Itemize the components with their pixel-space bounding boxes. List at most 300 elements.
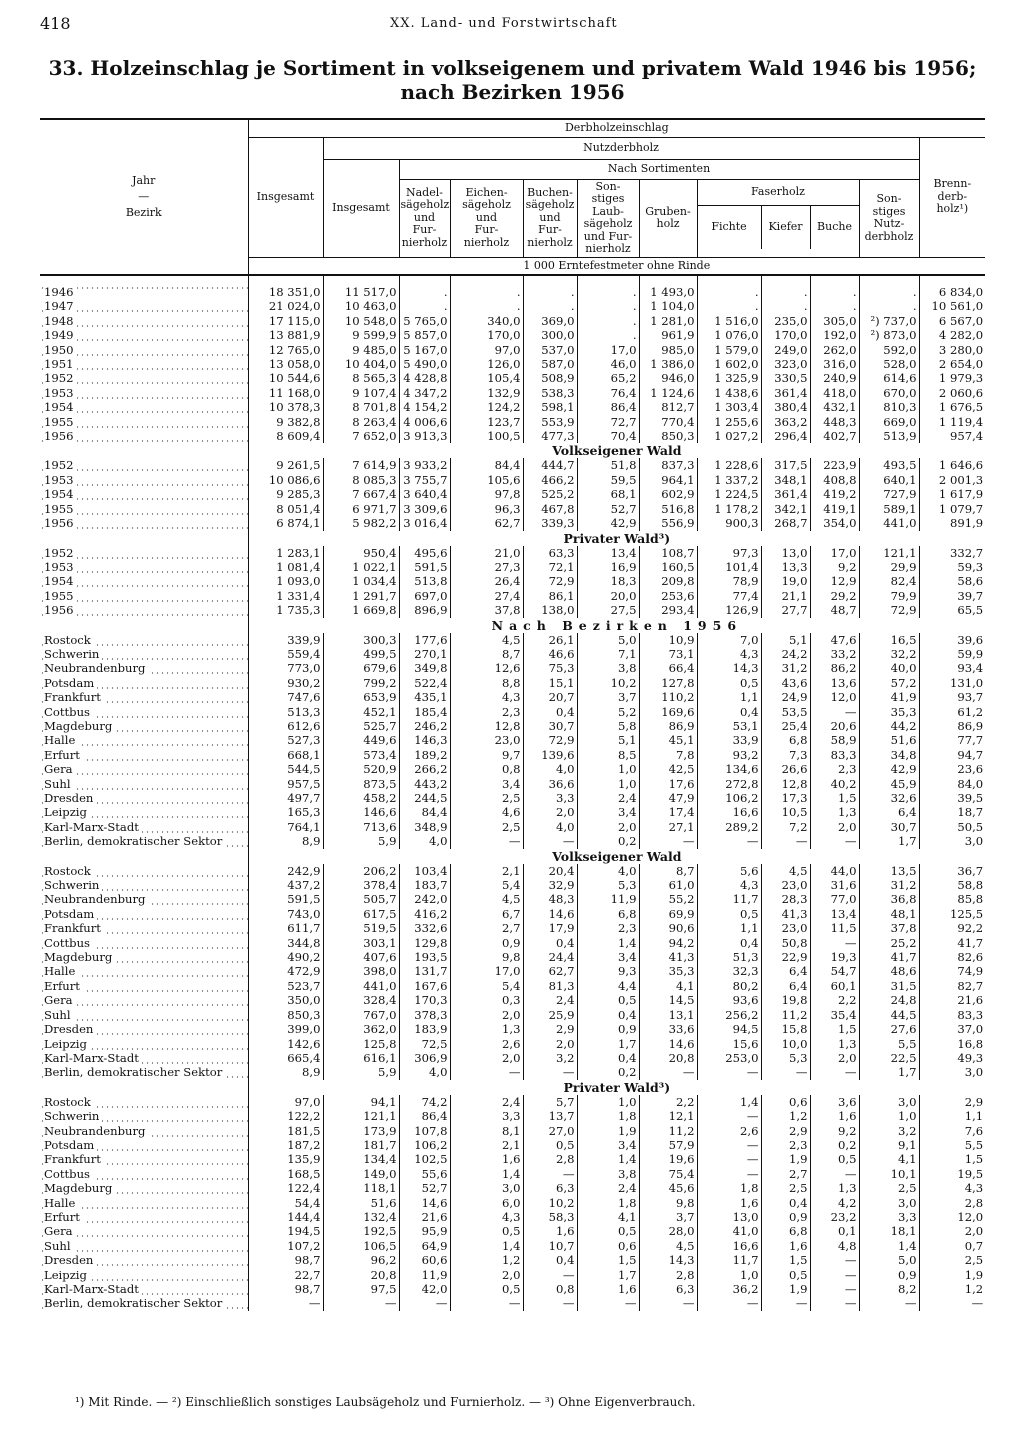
table-cell: 472,9	[248, 964, 323, 978]
table-cell: 83,3	[810, 748, 859, 762]
table-cell: 5,8	[577, 719, 639, 733]
row-label: Schwerin	[40, 1109, 248, 1123]
table-cell: 0,2	[577, 834, 639, 848]
table-cell: 13,3	[761, 560, 810, 574]
table-cell: 2,3	[761, 1138, 810, 1152]
row-label: Cottbus	[40, 1167, 248, 1181]
table-cell: 192,0	[810, 328, 859, 342]
table-cell: 183,9	[399, 1022, 450, 1036]
header-nutzderbholz: Nutzderbholz	[323, 137, 919, 159]
table-cell: 32,2	[859, 647, 919, 661]
table-cell: 3,3	[523, 791, 577, 805]
row-label: Neubrandenburg	[40, 1124, 248, 1138]
table-cell: 16,6	[697, 805, 761, 819]
table-cell: 1,2	[919, 1282, 985, 1296]
table-cell: 32,6	[859, 791, 919, 805]
table-cell: 45,1	[639, 733, 697, 747]
table-cell: 41,7	[919, 936, 985, 950]
table-cell: 168,5	[248, 1167, 323, 1181]
table-cell: .	[761, 299, 810, 313]
table-cell: 591,5	[248, 892, 323, 906]
table-cell: 2,3	[450, 705, 523, 719]
table-cell: 24,2	[761, 647, 810, 661]
table-cell: 93,2	[697, 748, 761, 762]
table-cell: 12,8	[761, 777, 810, 791]
row-label: Karl-Marx-Stadt	[40, 1282, 248, 1296]
table-cell: 29,2	[810, 589, 859, 603]
table-cell: 0,2	[810, 1138, 859, 1152]
table-cell: 2,8	[919, 1196, 985, 1210]
table-cell: 100,5	[450, 429, 523, 443]
table-cell: —	[697, 1109, 761, 1123]
row-label: 1950	[40, 343, 248, 357]
table-cell: 84,0	[919, 777, 985, 791]
table-cell: 8,9	[248, 834, 323, 848]
table-cell: 4,3	[450, 1210, 523, 1224]
table-cell: 767,0	[323, 1008, 399, 1022]
table-cell: 553,9	[523, 415, 577, 429]
table-cell: 3,4	[577, 805, 639, 819]
table-cell: 6 834,0	[919, 275, 985, 299]
header-jahr-bezirk: Jahr — Bezirk	[40, 119, 248, 275]
table-cell: 12,6	[450, 661, 523, 675]
table-cell: 6 567,0	[919, 314, 985, 328]
table-cell: 2,1	[450, 864, 523, 878]
table-cell: 896,9	[399, 603, 450, 617]
table-cell: 256,2	[697, 1008, 761, 1022]
table-row	[40, 1065, 985, 1079]
table-cell: 342,1	[761, 502, 810, 516]
table-cell: 3,3	[859, 1210, 919, 1224]
table-cell: 444,7	[523, 458, 577, 472]
table-row	[40, 560, 985, 574]
table-cell: 0,6	[761, 1095, 810, 1109]
table-cell: 84,4	[399, 805, 450, 819]
table-cell: 60,6	[399, 1253, 450, 1267]
table-cell: 1 516,0	[697, 314, 761, 328]
table-cell: 55,2	[639, 892, 697, 906]
table-cell: 48,3	[523, 892, 577, 906]
table-cell: 2,0	[523, 1037, 577, 1051]
table-cell: 9,1	[859, 1138, 919, 1152]
table-cell: 25,2	[859, 936, 919, 950]
table-cell: 90,6	[639, 921, 697, 935]
table-cell: 82,7	[919, 979, 985, 993]
table-cell: 361,4	[761, 386, 810, 400]
table-cell: 249,0	[761, 343, 810, 357]
table-cell: 6,3	[639, 1282, 697, 1296]
table-row	[40, 1224, 985, 1238]
row-label: Magdeburg	[40, 719, 248, 733]
table-cell: 669,0	[859, 415, 919, 429]
table-cell: 2,7	[761, 1167, 810, 1181]
table-cell: —	[810, 1296, 859, 1310]
table-cell: 27,5	[577, 603, 639, 617]
table-cell: 1,4	[697, 1095, 761, 1109]
table-cell: 1 081,4	[248, 560, 323, 574]
table-cell: 589,1	[859, 502, 919, 516]
table-cell: .	[577, 314, 639, 328]
table-row	[40, 1253, 985, 1267]
table-cell: 2,4	[577, 791, 639, 805]
table-cell: .	[761, 275, 810, 299]
table-row	[40, 1138, 985, 1152]
table-row	[40, 647, 985, 661]
table-cell: 167,6	[399, 979, 450, 993]
table-cell: 1,4	[577, 1152, 639, 1166]
table-cell: 72,9	[523, 574, 577, 588]
table-cell: 303,1	[323, 936, 399, 950]
table-row	[40, 574, 985, 588]
table-cell: 35,4	[810, 1008, 859, 1022]
table-row	[40, 777, 985, 791]
table-cell: 1 617,9	[919, 487, 985, 501]
table-cell: 1,7	[859, 834, 919, 848]
row-label: Karl-Marx-Stadt	[40, 820, 248, 834]
table-cell: 14,3	[639, 1253, 697, 1267]
table-cell: —	[810, 1253, 859, 1267]
table-row	[40, 993, 985, 1007]
table-cell: 45,9	[859, 777, 919, 791]
table-cell: 332,7	[919, 546, 985, 560]
section-heading	[40, 849, 985, 864]
table-cell: 102,5	[399, 1152, 450, 1166]
table-cell: 46,0	[577, 357, 639, 371]
table-cell: 354,0	[810, 516, 859, 530]
table-cell: 121,1	[859, 546, 919, 560]
table-cell: 33,6	[639, 1022, 697, 1036]
table-cell: —	[859, 1296, 919, 1310]
table-cell: 8,7	[639, 864, 697, 878]
table-cell: 293,4	[639, 603, 697, 617]
table-cell: 812,7	[639, 400, 697, 414]
table-cell: 42,0	[399, 1282, 450, 1296]
header-nutz-insgesamt: Insgesamt	[323, 159, 399, 257]
table-cell: 14,6	[523, 907, 577, 921]
table-cell: 3,2	[859, 1124, 919, 1138]
row-label: Rostock	[40, 633, 248, 647]
table-cell: 54,7	[810, 964, 859, 978]
table-cell: 15,1	[523, 676, 577, 690]
table-cell: 270,1	[399, 647, 450, 661]
table-cell: 0,4	[761, 1196, 810, 1210]
table-cell: 1 337,2	[697, 473, 761, 487]
table-row	[40, 386, 985, 400]
table-cell: 50,8	[761, 936, 810, 950]
table-cell: 1,5	[919, 1152, 985, 1166]
table-cell: 129,8	[399, 936, 450, 950]
table-cell: 2,9	[523, 1022, 577, 1036]
row-label: 1956	[40, 516, 248, 530]
row-label: Erfurt	[40, 1210, 248, 1224]
table-cell: 363,2	[761, 415, 810, 429]
header-kiefer: Kiefer	[761, 205, 810, 249]
row-label: 1946	[40, 275, 248, 299]
table-cell: 9,3	[577, 964, 639, 978]
table-cell: 103,4	[399, 864, 450, 878]
table-cell: 92,2	[919, 921, 985, 935]
table-cell: 189,2	[399, 748, 450, 762]
table-cell: 10 544,6	[248, 371, 323, 385]
table-cell: 10 548,0	[323, 314, 399, 328]
table-cell: 2,8	[523, 1152, 577, 1166]
table-cell: 55,6	[399, 1167, 450, 1181]
table-cell: 1,9	[761, 1152, 810, 1166]
table-cell: 51,8	[577, 458, 639, 472]
table-cell: 4,1	[639, 979, 697, 993]
table-cell: —	[399, 1296, 450, 1310]
table-cell: 380,4	[761, 400, 810, 414]
row-label: Potsdam	[40, 1138, 248, 1152]
table-cell: 0,7	[919, 1239, 985, 1253]
row-label: 1947	[40, 299, 248, 313]
table-row	[40, 314, 985, 328]
table-cell: 262,0	[810, 343, 859, 357]
table-cell: —	[761, 834, 810, 848]
row-label: Berlin, demokratischer Sektor	[40, 1296, 248, 1310]
header-faserholz: Faserholz	[697, 179, 859, 205]
table-cell: 4,5	[639, 1239, 697, 1253]
table-row	[40, 661, 985, 675]
table-cell: 16,6	[697, 1239, 761, 1253]
table-cell: 53,5	[761, 705, 810, 719]
table-cell: 1 646,6	[919, 458, 985, 472]
table-cell: 125,5	[919, 907, 985, 921]
table-cell: 4,0	[577, 864, 639, 878]
table-cell: 19,8	[761, 993, 810, 1007]
table-cell: 9 485,0	[323, 343, 399, 357]
table-cell: 86,1	[523, 589, 577, 603]
table-cell: —	[523, 1268, 577, 1282]
table-cell: 1,2	[450, 1253, 523, 1267]
table-cell: 1 325,9	[697, 371, 761, 385]
table-cell: 408,8	[810, 473, 859, 487]
table-cell: 773,0	[248, 661, 323, 675]
table-cell: 1 119,4	[919, 415, 985, 429]
table-cell: 18,1	[859, 1224, 919, 1238]
section-heading	[40, 618, 985, 633]
table-cell: 5,7	[523, 1095, 577, 1109]
table-cell: 350,0	[248, 993, 323, 1007]
table-cell: 1 281,0	[639, 314, 697, 328]
table-cell: 185,4	[399, 705, 450, 719]
table-cell: 2 654,0	[919, 357, 985, 371]
title-line-2: nach Bezirken 1956	[400, 80, 625, 104]
table-cell: 1 283,1	[248, 546, 323, 560]
table-cell: 1,0	[859, 1109, 919, 1123]
table-cell: 4,4	[577, 979, 639, 993]
table-cell: 17,0	[577, 343, 639, 357]
table-cell: 9 107,4	[323, 386, 399, 400]
section-heading-text: Volkseigener Wald	[248, 849, 985, 864]
table-cell: 59,3	[919, 560, 985, 574]
table-cell: 20,8	[639, 1051, 697, 1065]
table-cell: 8 085,3	[323, 473, 399, 487]
table-cell: 35,3	[639, 964, 697, 978]
table-cell: .	[577, 299, 639, 313]
table-cell: 1,8	[697, 1181, 761, 1195]
table-cell: 602,9	[639, 487, 697, 501]
table-cell: 37,8	[859, 921, 919, 935]
table-cell: 930,2	[248, 676, 323, 690]
header-derbholz: Derbholzeinschlag	[248, 119, 985, 137]
table-row	[40, 979, 985, 993]
table-cell: 12 765,0	[248, 343, 323, 357]
table-cell: 1,7	[577, 1037, 639, 1051]
section-heading	[40, 1080, 985, 1095]
header-buche: Buche	[810, 205, 859, 249]
table-cell: 68,1	[577, 487, 639, 501]
table-cell: 378,4	[323, 878, 399, 892]
table-cell: 13,5	[859, 864, 919, 878]
table-row	[40, 936, 985, 950]
row-label: 1951	[40, 357, 248, 371]
table-cell: ²) 873,0	[859, 328, 919, 342]
table-cell: 160,5	[639, 560, 697, 574]
table-cell: 508,9	[523, 371, 577, 385]
table-cell: 8,2	[859, 1282, 919, 1296]
table-cell: 6,4	[761, 979, 810, 993]
table-cell: 3,4	[577, 950, 639, 964]
table-row	[40, 791, 985, 805]
table-cell: 74,2	[399, 1095, 450, 1109]
table-cell: 1,4	[450, 1239, 523, 1253]
table-cell: 107,2	[248, 1239, 323, 1253]
table-cell: 349,8	[399, 661, 450, 675]
table-cell: 85,8	[919, 892, 985, 906]
page-header	[40, 14, 985, 38]
table-cell: 339,9	[248, 633, 323, 647]
table-cell: 126,9	[697, 603, 761, 617]
table-cell: 4,3	[919, 1181, 985, 1195]
statistics-table	[40, 118, 985, 1311]
table-cell: 97,0	[248, 1095, 323, 1109]
table-cell: 1 735,3	[248, 603, 323, 617]
table-cell: 93,7	[919, 690, 985, 704]
table-cell: 435,1	[399, 690, 450, 704]
table-cell: 59,5	[577, 473, 639, 487]
table-cell: 946,0	[639, 371, 697, 385]
table-cell: —	[810, 936, 859, 950]
table-cell: 77,4	[697, 589, 761, 603]
row-label: Dresden	[40, 1253, 248, 1267]
table-row	[40, 676, 985, 690]
table-cell: 17,4	[639, 805, 697, 819]
table-cell: 4,0	[399, 1065, 450, 1079]
table-cell: 13,0	[761, 546, 810, 560]
table-cell: 25,4	[761, 719, 810, 733]
table-cell: .	[577, 328, 639, 342]
table-cell: 544,5	[248, 762, 323, 776]
table-cell: 44,0	[810, 864, 859, 878]
table-cell: .	[399, 299, 450, 313]
table-cell: 402,7	[810, 429, 859, 443]
table-cell: 519,5	[323, 921, 399, 935]
table-cell: 3,7	[639, 1210, 697, 1224]
row-label: Neubrandenburg	[40, 892, 248, 906]
table-cell: .	[399, 275, 450, 299]
table-cell: 0,5	[761, 1268, 810, 1282]
table-cell: 0,4	[577, 1051, 639, 1065]
table-cell: 2,3	[810, 762, 859, 776]
table-cell: 70,4	[577, 429, 639, 443]
table-cell: .	[450, 299, 523, 313]
table-cell: 33,2	[810, 647, 859, 661]
table-cell: 499,5	[323, 647, 399, 661]
table-cell: 850,3	[639, 429, 697, 443]
table-cell: 123,7	[450, 415, 523, 429]
table-cell: 37,0	[919, 1022, 985, 1036]
table-cell: 11,7	[697, 1253, 761, 1267]
table-cell: 13 058,0	[248, 357, 323, 371]
header-nach-sortimenten: Nach Sortimenten	[399, 159, 919, 179]
table-cell: 48,7	[810, 603, 859, 617]
table-cell: —	[919, 1296, 985, 1310]
table-cell: 1 027,2	[697, 429, 761, 443]
table-cell: 2,0	[523, 805, 577, 819]
table-cell: 33,9	[697, 733, 761, 747]
table-cell: 957,4	[919, 429, 985, 443]
table-cell: 20,0	[577, 589, 639, 603]
row-label: Leipzig	[40, 1037, 248, 1051]
table-cell: 837,3	[639, 458, 697, 472]
table-cell: 49,3	[919, 1051, 985, 1065]
table-cell: —	[761, 1065, 810, 1079]
table-cell: 40,0	[859, 661, 919, 675]
table-cell: 2,7	[450, 921, 523, 935]
table-cell: 146,3	[399, 733, 450, 747]
table-cell: 58,6	[919, 574, 985, 588]
table-cell: 86,9	[919, 719, 985, 733]
table-cell: 27,0	[523, 1124, 577, 1138]
table-cell: 122,2	[248, 1109, 323, 1123]
table-cell: —	[761, 1296, 810, 1310]
table-cell: 640,1	[859, 473, 919, 487]
table-cell: 9,8	[450, 950, 523, 964]
table-cell: 35,3	[859, 705, 919, 719]
table-cell: 181,7	[323, 1138, 399, 1152]
table-cell: 134,4	[323, 1152, 399, 1166]
row-label: 1955	[40, 589, 248, 603]
table-row	[40, 487, 985, 501]
table-cell: 24,9	[761, 690, 810, 704]
table-cell: 4,1	[577, 1210, 639, 1224]
row-label: Gera	[40, 762, 248, 776]
table-cell: —	[697, 1065, 761, 1079]
table-cell: 432,1	[810, 400, 859, 414]
table-cell: 10,1	[859, 1167, 919, 1181]
table-cell: 538,3	[523, 386, 577, 400]
table-cell: 135,9	[248, 1152, 323, 1166]
table-cell: 1,3	[450, 1022, 523, 1036]
row-label: 1948	[40, 314, 248, 328]
table-cell: 6 971,7	[323, 502, 399, 516]
table-cell: 4 154,2	[399, 400, 450, 414]
row-label: Suhl	[40, 1239, 248, 1253]
table-cell: 441,0	[323, 979, 399, 993]
table-cell: 14,5	[639, 993, 697, 1007]
table-cell: 7,1	[577, 647, 639, 661]
table-cell: —	[577, 1296, 639, 1310]
table-cell: 2,0	[450, 1268, 523, 1282]
table-cell: 25,9	[523, 1008, 577, 1022]
table-row	[40, 516, 985, 530]
table-cell: 253,0	[697, 1051, 761, 1065]
table-cell: 4,8	[810, 1239, 859, 1253]
table-cell: 253,6	[639, 589, 697, 603]
table-cell: 7,3	[761, 748, 810, 762]
table-cell: 1,5	[577, 1253, 639, 1267]
